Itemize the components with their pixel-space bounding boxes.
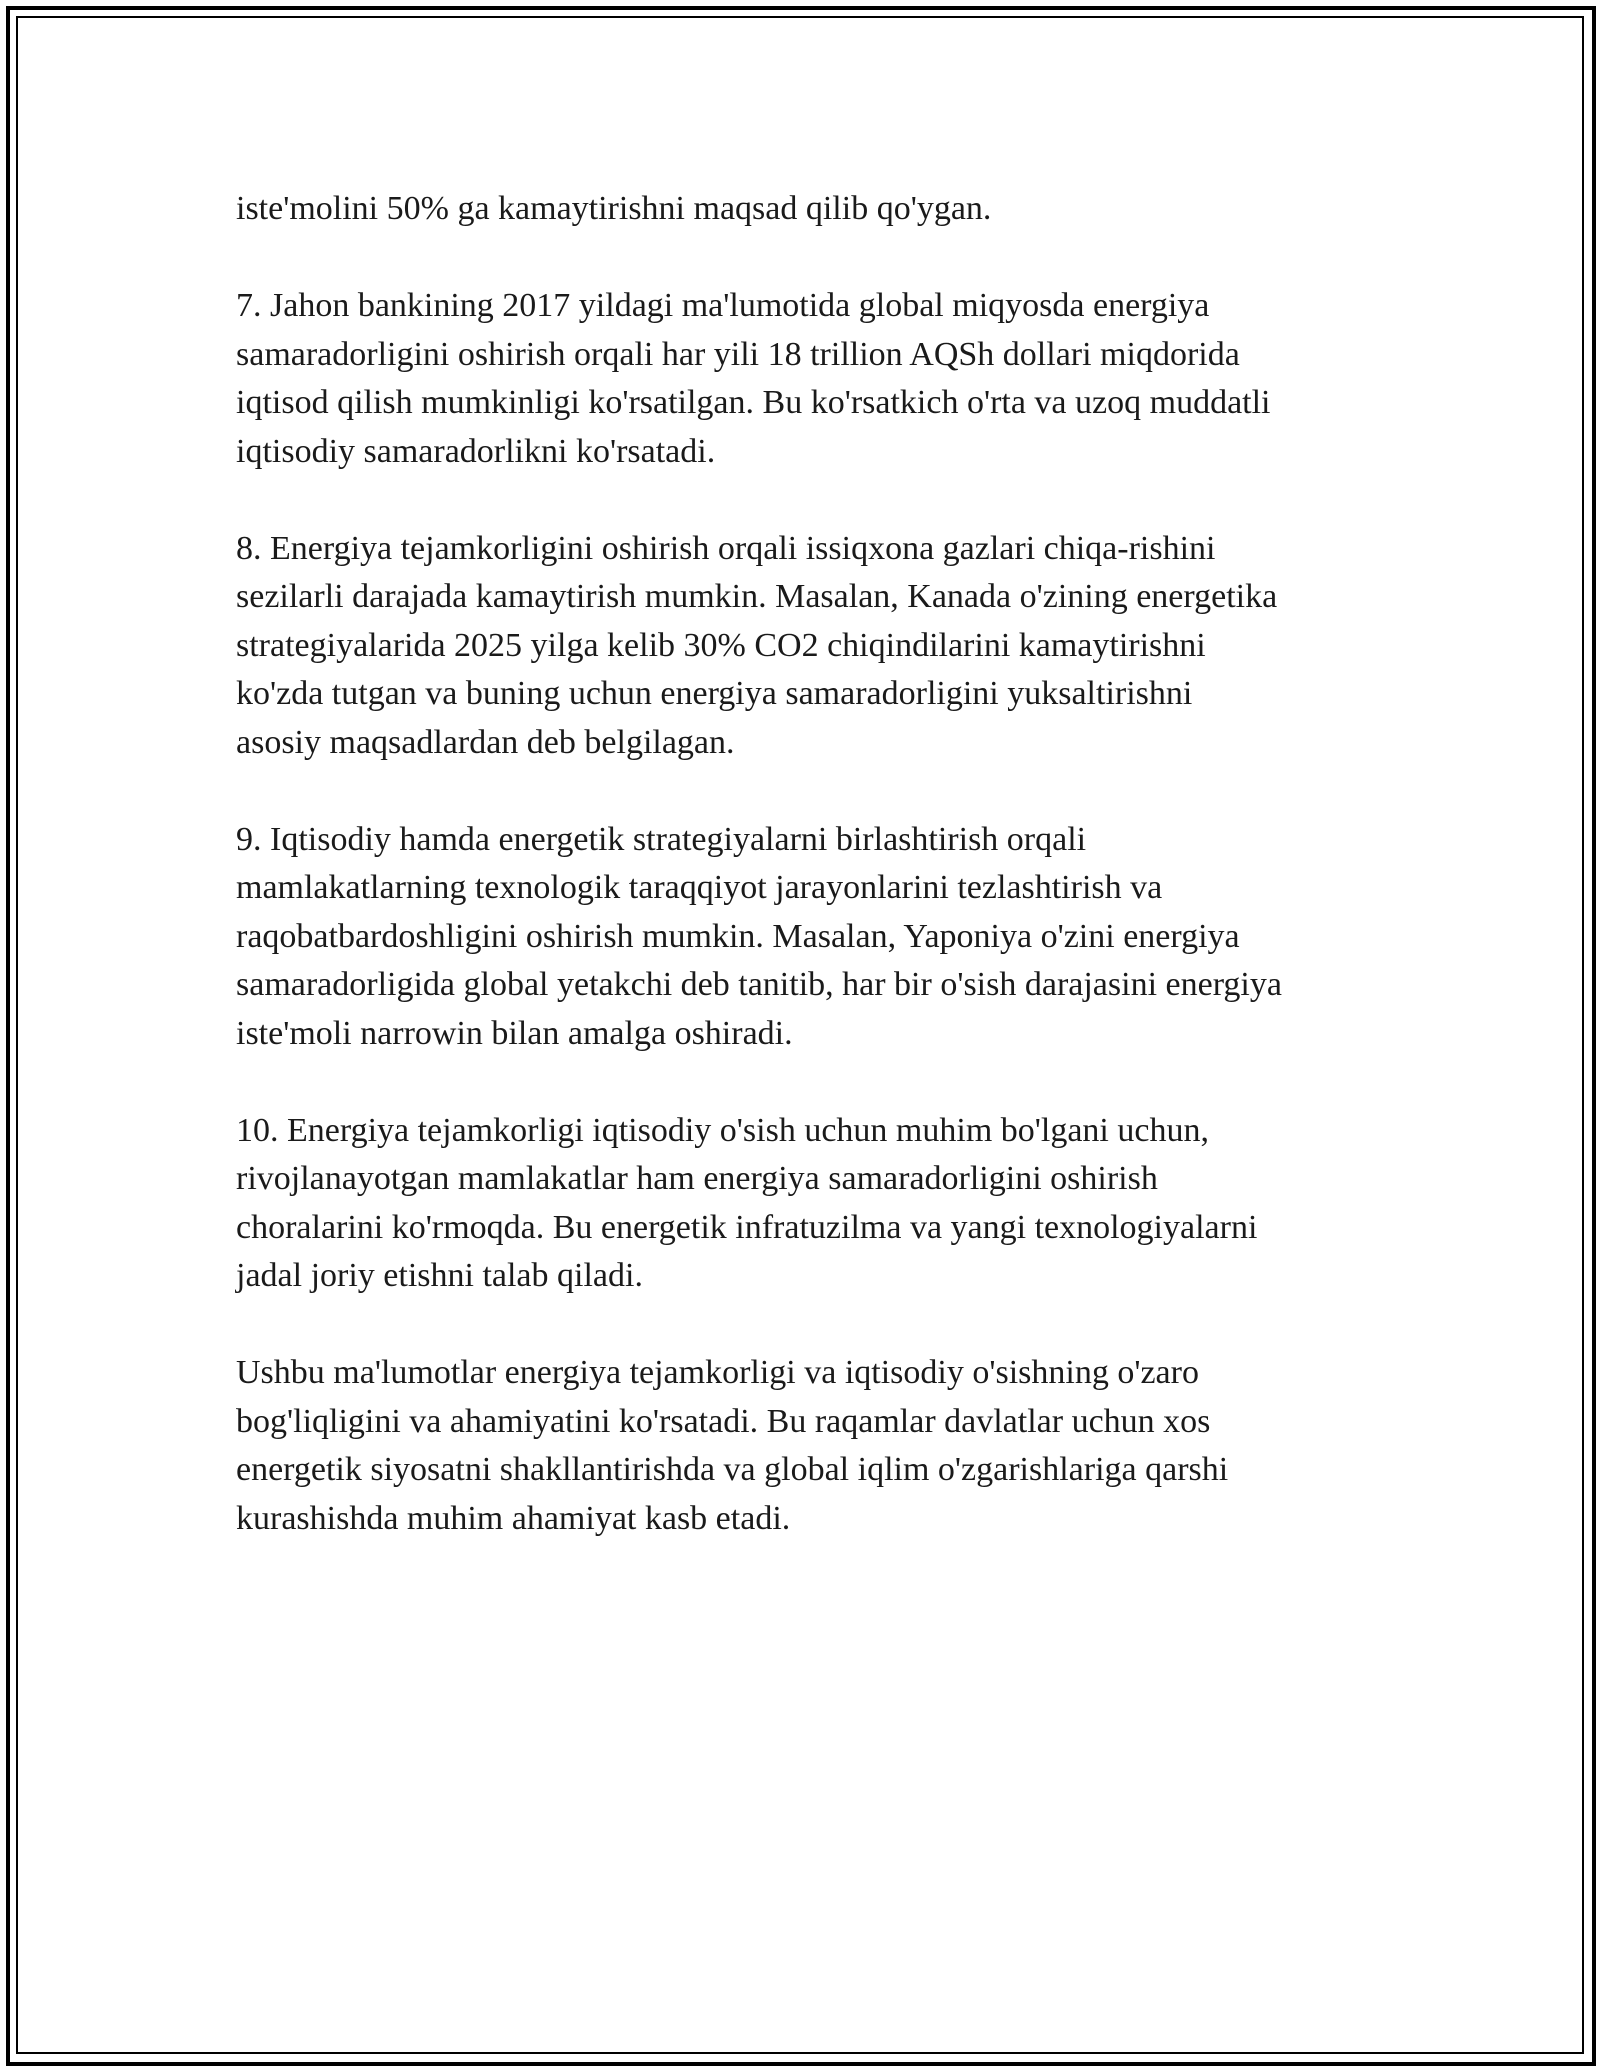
paragraph-item-7 [236, 282, 1396, 476]
text-line: strategiyalarida 2025 yilga kelib 30% CO2 chiqindilarini kamaytirishni [236, 626, 1206, 664]
text-line: asosiy maqsadlardan deb belgilagan. [236, 723, 735, 761]
text-line: samaradorligida global yetakchi deb tanitib, har bir o'sish darajasini energiya [236, 966, 1282, 1003]
text-line: kurashishda muhim ahamiyat kasb etadi. [236, 1499, 791, 1537]
text-line: energetik siyosatni shakllantirishda va global iqlim o'zgarishlariga qarshi [236, 1451, 1229, 1488]
document-body [236, 185, 1396, 1543]
paragraph-item-9 [236, 816, 1396, 1059]
text-line: Ushbu ma'lumotlar energiya tejamkorligi va iqtisodiy o'sishning o'zaro [236, 1354, 1199, 1391]
text-line: iste'molini 50% ga kamaytirishni maqsad qilib qo'ygan. [236, 190, 992, 227]
text-line: choralarini ko'rmoqda. Bu energetik infratuzilma va yangi texnologiyalarni [236, 1208, 1258, 1246]
text-line: samaradorligini oshirish orqali har yili 18 trillion AQSh dollari miqdorida [236, 335, 1240, 373]
paragraph-item-8 [236, 525, 1396, 768]
text-line: iqtisod qilish mumkinligi ko'rsatilgan. Bu ko'rsatkich o'rta va uzoq muddatli [236, 384, 1271, 421]
paragraph-continuation [236, 185, 1396, 234]
text-line: jadal joriy etishni talab qiladi. [236, 1257, 643, 1294]
paragraph-conclusion [236, 1349, 1396, 1543]
text-line: sezilarli darajada kamaytirish mumkin. Masalan, Kanada o'zining energetika [236, 578, 1278, 615]
text-line: bog'liqligini va ahamiyatini ko'rsatadi. Bu raqamlar davlatlar uchun xos [236, 1402, 1211, 1440]
text-line: 7. Jahon bankining 2017 yildagi ma'lumotida global miqyosda energiya [236, 287, 1210, 324]
text-line: iqtisodiy samaradorlikni ko'rsatadi. [236, 432, 716, 470]
text-line: 10. Energiya tejamkorligi iqtisodiy o'sish uchun muhim bo'lgani uchun, [236, 1111, 1209, 1149]
text-line: 9. Iqtisodiy hamda energetik strategiyalarni birlashtirish orqali [236, 820, 1087, 858]
text-line: rivojlanayotgan mamlakatlar ham energiya samaradorligini oshirish [236, 1160, 1158, 1197]
text-line: mamlakatlarning texnologik taraqqiyot jarayonlarini tezlashtirish va [236, 869, 1163, 906]
text-line: raqobatbardoshligini oshirish mumkin. Masalan, Yaponiya o'zini energiya [236, 917, 1240, 955]
text-line: iste'moli narrowin bilan amalga oshiradi. [236, 1014, 793, 1052]
paragraph-item-10 [236, 1107, 1396, 1301]
text-line: 8. Energiya tejamkorligini oshirish orqali issiqxona gazlari chiqa-rishini [236, 529, 1216, 567]
text-line: ko'zda tutgan va buning uchun energiya samaradorligini yuksaltirishni [236, 675, 1193, 712]
